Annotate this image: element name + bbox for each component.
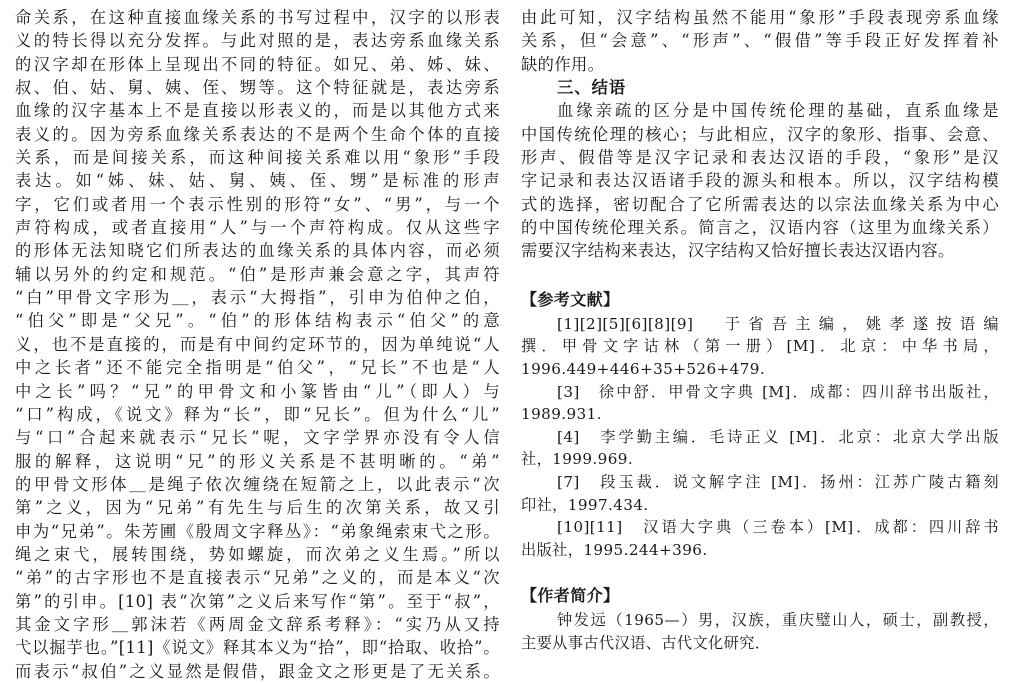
body-line: 中之长者”还不能完全指明是“伯父”，“兄长”不也是“人 bbox=[15, 358, 500, 378]
body-line: 形声、假借等是汉字记录和表达汉语的手段，“象形”是汉 bbox=[521, 148, 999, 168]
references-list bbox=[521, 313, 999, 562]
body-line: 需要汉字结构来表达，汉字结构又恰好擅长表达汉语内容。 bbox=[521, 241, 955, 261]
body-line: “伯父”即是“父兄”。“伯”的形体结构表示“伯父”的意 bbox=[15, 311, 500, 331]
body-line: 第”的引申。[10] 表“次第”之义后来写作“第”。至于“叔”， bbox=[15, 591, 500, 611]
author-line: 主要从事古代汉语、古代文化研究． bbox=[521, 633, 771, 652]
body-line: 其金文字形＿郭沫若《两周金文辞系考释》：“实乃从又持 bbox=[15, 614, 500, 634]
reference-line: [7] 段玉裁．说文解字注 [M]．扬州：江苏广陵古籍刻 bbox=[557, 472, 999, 491]
right-column bbox=[521, 6, 999, 655]
body-line: 声符构成，或者直接用“人”与一个声符构成。仅从这些字 bbox=[15, 218, 500, 238]
body-line: 申为“兄弟”。朱芳圃《殷周文字释丛》：“弟象绳索束弋之形。 bbox=[15, 521, 500, 541]
body-line: 中之长”吗？“兄”的甲骨文和小篆皆由“儿”（即人）与 bbox=[15, 381, 500, 401]
body-line: 而表示“叔伯”之义显然是假借，跟金文之形更是了无关系。 bbox=[15, 661, 500, 681]
body-line: 字，它们或者用一个表示性别的形符“女”、“男”，与一个 bbox=[15, 194, 500, 214]
reference-line: [1][2][5][6][8][9] 于省吾主编，姚孝遂按语编 bbox=[557, 314, 999, 333]
reference-line: 印社，1997.434. bbox=[521, 495, 649, 514]
body-line: 弋以掘芋也。”[11]《说文》释其本义为“拾”，即“拾取、收拾”。 bbox=[15, 638, 500, 658]
body-line: 血缘亲疏的区分是中国传统伦理的基础，直系血缘是 bbox=[557, 101, 999, 121]
body-line: 义的特长得以充分发挥。与此对照的是，表达旁系血缘关系 bbox=[15, 31, 500, 51]
body-line: “白”甲骨文字形为＿，表示“大拇指”，引申为伯仲之伯， bbox=[15, 288, 500, 308]
author-line: 钟发远（1965—）男，汉族，重庆璧山人，硕士，副教授， bbox=[557, 611, 999, 630]
reference-line: 1989.931. bbox=[521, 405, 602, 424]
body-line: 的汉字却在形体上呈现出不同的特征。如兄、弟、姊、妹、 bbox=[15, 54, 500, 74]
body-line: “口”构成，《说文》释为“长”，即“兄长”。但为什么“儿” bbox=[15, 404, 500, 424]
body-line: 关系，但“会意”、“形声”、“假借”等手段正好发挥着补 bbox=[521, 31, 999, 51]
body-line: 叔、伯、姑、舅、姨、侄、甥等。这个特征就是，表达旁系 bbox=[15, 78, 500, 98]
body-line: 的中国传统伦理关系。简言之，汉语内容（这里为血缘关系） bbox=[521, 218, 999, 238]
body-line: 的甲骨文形体＿是绳子依次缠绕在短箭之上，以此表示“次 bbox=[15, 474, 500, 494]
body-line: 表达。如“姊、妹、姑、舅、姨、侄、甥”是标准的形声 bbox=[15, 171, 500, 191]
body-line: 命关系，在这种直接血缘关系的书写过程中，汉字的以形表 bbox=[15, 8, 500, 27]
body-line: 由此可知，汉字结构虽然不能用“象形”手段表现旁系血缘 bbox=[521, 8, 999, 27]
body-line: 血缘的汉字基本上不是直接以形表义的，而是以其他方式来 bbox=[15, 101, 500, 121]
body-line: 服的解释，这说明“兄”的形义关系是不甚明晰的。“弟” bbox=[15, 451, 500, 471]
body-line: 辅以另外的约定和规范。“伯”是形声兼会意之字，其声符 bbox=[15, 264, 500, 284]
reference-line: 1996.449+446+35+526+479. bbox=[521, 359, 766, 378]
body-line: 表义的。因为旁系血缘关系表达的不是两个生命个体的直接 bbox=[15, 124, 500, 144]
reference-line: [4] 李学勤主编．毛诗正义 [M]．北京：北京大学出版 bbox=[557, 427, 999, 446]
body-line: 字记录和表达汉语诸手段的源头和根本。所以，汉字结构模 bbox=[521, 171, 999, 191]
body-line: “弟”的古字形也不是直接表示“兄弟”之义的，而是本义“次 bbox=[15, 568, 500, 588]
reference-line: 社，1999.969. bbox=[521, 450, 634, 469]
body-line: 第”之义，因为“兄弟”有先生与后生的次第关系，故又引 bbox=[15, 498, 500, 518]
body-line: 缺的作用。 bbox=[521, 54, 605, 74]
body-line: 的形体无法知晓它们所表达的血缘关系的具体内容，而必须 bbox=[15, 241, 500, 261]
body-line: 义，也不是直接的，而是有中间约定环节的，因为单纯说“人 bbox=[15, 334, 500, 354]
left-column bbox=[15, 6, 500, 683]
reference-line: [3] 徐中舒．甲骨文字典 [M]．成都：四川辞书出版社， bbox=[557, 382, 999, 401]
body-line: 关系，而是间接关系，而这种间接关系难以用“象形”手段 bbox=[15, 148, 500, 168]
reference-line: 撰．甲骨文字诂林（第一册）[M]．北京：中华书局， bbox=[521, 337, 999, 356]
author-heading: 【作者简介】 bbox=[521, 586, 620, 606]
body-line: 绳之束弋，展转围绕，势如螺旋，而次弟之义生焉。”所以 bbox=[15, 544, 500, 564]
conclusion-heading: 三、结语 bbox=[557, 78, 627, 98]
body-line: 中国传统伦理的核心；与此相应，汉字的象形、指事、会意、 bbox=[521, 124, 999, 144]
author-bio bbox=[521, 609, 999, 654]
reference-line: 出版社，1995.244+396. bbox=[521, 540, 708, 559]
body-line: 式的选择，密切配合了它所需表达的以宗法血缘关系为中心 bbox=[521, 194, 999, 214]
reference-line: [10][11] 汉语大字典（三卷本）[M]．成都：四川辞书 bbox=[557, 518, 999, 537]
body-line: 与“口”合起来就表示“兄长”呢，文字学界亦没有令人信 bbox=[15, 428, 500, 448]
references-heading: 【参考文献】 bbox=[521, 289, 620, 309]
